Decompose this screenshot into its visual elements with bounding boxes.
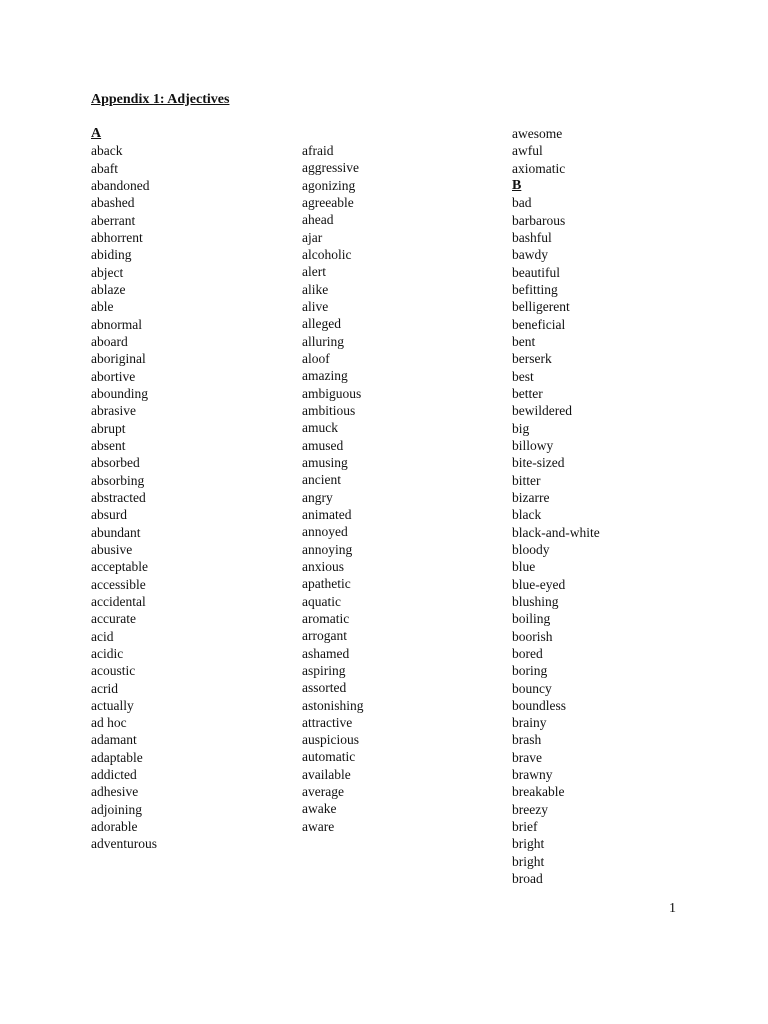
word-item: amused (302, 437, 344, 453)
word-item: alluring (302, 333, 344, 349)
word-item: beautiful (512, 264, 560, 280)
word-item: black-and-white (512, 524, 600, 540)
word-item: billowy (512, 437, 554, 453)
word-item: alleged (302, 316, 341, 332)
word-item: attractive (302, 714, 353, 730)
word-item: abashed (91, 195, 135, 211)
word-item: accessible (91, 576, 146, 592)
word-item: abandoned (91, 177, 150, 193)
word-item: adhesive (91, 784, 139, 800)
word-item: abnormal (91, 316, 142, 332)
word-item: agonizing (302, 177, 356, 193)
word-item: brawny (512, 767, 553, 783)
word-item: aggressive (302, 160, 359, 176)
word-item: acid (91, 628, 114, 644)
word-item: aboriginal (91, 351, 146, 367)
word-item: ambitious (302, 402, 356, 418)
word-item: average (302, 784, 344, 800)
word-item: adjoining (91, 801, 142, 817)
word-item: bloody (512, 541, 550, 557)
word-item: amusing (302, 454, 348, 470)
word-item: belligerent (512, 299, 570, 315)
word-item: bright (512, 853, 545, 869)
word-item: acoustic (91, 663, 136, 679)
word-item: annoyed (302, 524, 348, 540)
word-item: brief (512, 819, 538, 835)
word-item: absorbed (91, 455, 140, 471)
word-item: automatic (302, 749, 356, 765)
word-item: animated (302, 506, 352, 522)
word-item: bad (512, 195, 532, 211)
word-item: adorable (91, 819, 138, 835)
word-item: acidic (91, 645, 124, 661)
word-item: bouncy (512, 680, 552, 696)
word-item: aspiring (302, 662, 346, 678)
word-item: awake (302, 801, 337, 817)
word-item: black (512, 507, 542, 523)
word-item: abstracted (91, 489, 146, 505)
word-item: abusive (91, 541, 133, 557)
word-item: available (302, 766, 351, 782)
word-item: aberrant (91, 212, 136, 228)
word-item: big (512, 420, 530, 436)
word-item: angry (302, 489, 333, 505)
word-item: bashful (512, 229, 552, 245)
word-item: assorted (302, 680, 347, 696)
word-column-2 (302, 142, 364, 835)
word-item: brave (512, 749, 542, 765)
word-item: abounding (91, 385, 148, 401)
word-item: abhorrent (91, 229, 143, 245)
word-item: actually (91, 697, 134, 713)
word-item: aromatic (302, 610, 350, 626)
word-item: anxious (302, 558, 344, 574)
word-item: abortive (91, 368, 136, 384)
word-item: bright (512, 836, 545, 852)
word-item: arrogant (302, 628, 347, 644)
word-item: astonishing (302, 697, 364, 713)
word-item: alcoholic (302, 246, 352, 262)
word-item: ablaze (91, 281, 126, 297)
word-item: axiomatic (512, 160, 566, 176)
word-item: ahead (302, 212, 334, 228)
word-item: abaft (91, 160, 118, 176)
page-title: Appendix 1: Adjectives (91, 92, 230, 107)
word-item: brainy (512, 715, 547, 731)
word-item: ad hoc (91, 715, 127, 731)
word-item: apathetic (302, 576, 351, 592)
word-item: alike (302, 281, 329, 297)
word-item: broad (512, 871, 543, 887)
word-item: adaptable (91, 749, 143, 765)
word-item: boring (512, 663, 548, 679)
word-item: better (512, 385, 543, 401)
word-item: bitter (512, 472, 541, 488)
word-item: adamant (91, 732, 137, 748)
word-item: boorish (512, 628, 553, 644)
word-column-1 (91, 125, 157, 853)
word-item: ambiguous (302, 385, 362, 401)
word-item: blue (512, 559, 536, 575)
word-item: boiling (512, 611, 551, 627)
word-item: bizarre (512, 489, 550, 505)
word-item: brash (512, 732, 542, 748)
letter-heading: A (91, 126, 102, 141)
word-item: adventurous (91, 836, 157, 852)
word-item: annoying (302, 541, 353, 557)
word-item: abject (91, 264, 124, 280)
word-item: berserk (512, 351, 552, 367)
word-item: abrupt (91, 420, 126, 436)
letter-heading: B (512, 177, 522, 193)
word-item: bite-sized (512, 455, 565, 471)
word-item: abrasive (91, 403, 136, 419)
word-item: aback (91, 143, 123, 159)
word-item: awesome (512, 126, 563, 141)
word-item: able (91, 299, 114, 315)
word-item: best (512, 368, 534, 384)
word-item: awful (512, 143, 543, 159)
word-item: abundant (91, 524, 141, 540)
word-item: boundless (512, 697, 566, 713)
word-item: absent (91, 437, 126, 453)
word-item: barbarous (512, 212, 566, 228)
word-item: ajar (302, 229, 323, 245)
word-item: befitting (512, 281, 558, 297)
word-item: amazing (302, 368, 348, 384)
word-item: acceptable (91, 559, 148, 575)
word-item: afraid (302, 143, 334, 158)
word-item: accurate (91, 611, 136, 627)
word-item: accidental (91, 593, 146, 609)
word-item: breakable (512, 784, 565, 800)
word-item: amuck (302, 420, 338, 436)
word-item: breezy (512, 801, 548, 817)
word-item: blue-eyed (512, 576, 566, 592)
word-item: ashamed (302, 645, 350, 661)
word-item: bent (512, 333, 536, 349)
word-column-3 (512, 125, 600, 887)
word-item: beneficial (512, 316, 566, 332)
word-item: aquatic (302, 593, 341, 609)
word-item: blushing (512, 593, 559, 609)
word-item: bored (512, 645, 543, 661)
word-item: absurd (91, 507, 127, 523)
word-item: absorbing (91, 472, 145, 488)
word-item: agreeable (302, 194, 354, 210)
word-item: abiding (91, 247, 132, 263)
word-item: alive (302, 298, 329, 314)
word-item: addicted (91, 767, 137, 783)
page-number: 1 (669, 901, 676, 916)
word-item: acrid (91, 680, 118, 696)
word-item: auspicious (302, 732, 359, 748)
word-item: ancient (302, 472, 341, 488)
word-item: aboard (91, 333, 128, 349)
word-item: alert (302, 264, 326, 280)
word-item: aloof (302, 350, 330, 366)
word-item: bawdy (512, 247, 548, 263)
word-item: aware (302, 818, 335, 834)
word-item: bewildered (512, 403, 572, 419)
